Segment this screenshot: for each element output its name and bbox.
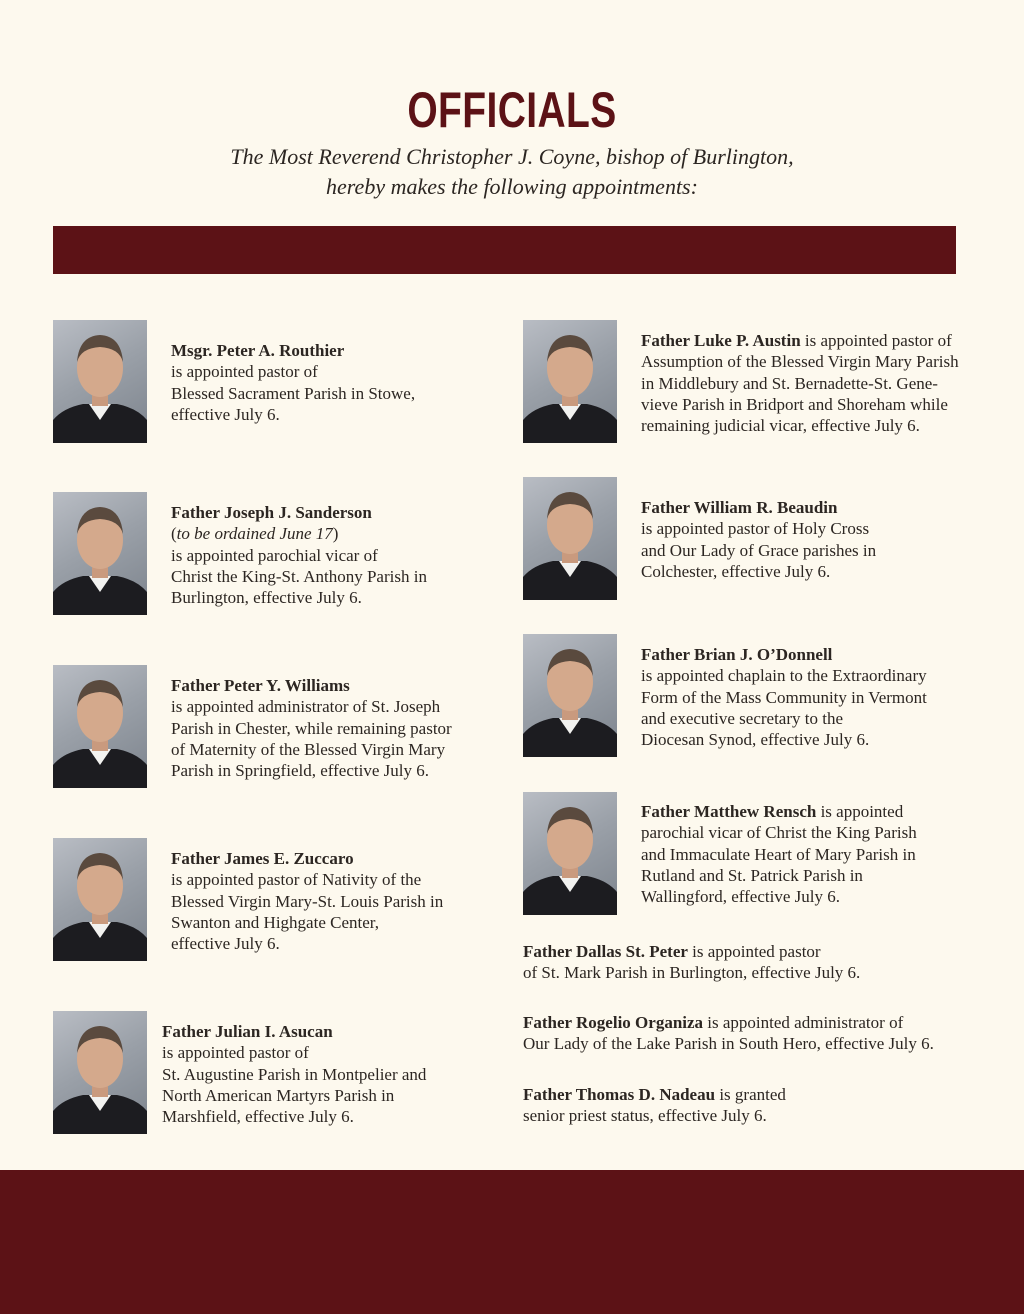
appointment-entry xyxy=(171,340,415,425)
appointment-line: Our Lady of the Lake Parish in South Hero, effective July 6. xyxy=(523,1034,934,1054)
appointment-line: remaining judicial vicar, effective July 6. xyxy=(641,416,920,436)
appointment-entry xyxy=(171,502,427,608)
appointment-line: is appointed parochial vicar of xyxy=(171,545,378,565)
appointment-entry xyxy=(523,1084,786,1127)
appointment-entry xyxy=(171,675,452,781)
portrait-odonnell xyxy=(523,634,617,757)
appointment-line: is appointed xyxy=(816,802,904,821)
appointment-line: is appointed pastor of xyxy=(171,362,318,382)
appointment-entry xyxy=(641,497,876,582)
appointment-line: is appointed pastor of xyxy=(800,331,952,350)
portrait-zuccaro xyxy=(53,838,147,961)
appointment-entry xyxy=(641,801,917,907)
footer-band xyxy=(0,1170,1024,1314)
appointment-line: North American Martyrs Parish in xyxy=(162,1085,395,1105)
appointment-entry xyxy=(641,330,959,436)
appointee-name: Father William R. Beaudin xyxy=(641,498,838,517)
appointment-line: Colchester, effective July 6. xyxy=(641,561,831,581)
page-title: OFFICIALS xyxy=(407,82,617,138)
appointment-line: Form of the Mass Community in Vermont xyxy=(641,687,927,707)
appointment-line: Christ the King-St. Anthony Parish in xyxy=(171,566,427,586)
appointment-entry xyxy=(523,1012,934,1055)
portrait-austin xyxy=(523,320,617,443)
portrait-routhier xyxy=(53,320,147,443)
appointment-line: and Our Lady of Grace parishes in xyxy=(641,540,877,560)
appointee-name: Msgr. Peter A. Routhier xyxy=(171,341,345,360)
appointment-line: of Maternity of the Blessed Virgin Mary xyxy=(171,739,446,759)
portrait-rensch xyxy=(523,792,617,915)
appointment-line: Wallingford, effective July 6. xyxy=(641,887,840,907)
appointment-entry xyxy=(171,848,443,954)
subtitle-line: hereby makes the following appointments: xyxy=(326,174,698,199)
appointee-name: Father Matthew Rensch xyxy=(641,802,817,821)
appointment-line: is appointed pastor xyxy=(687,942,821,961)
appointment-line: is appointed administrator of St. Joseph xyxy=(171,697,441,717)
appointment-line: Blessed Virgin Mary-St. Louis Parish in xyxy=(171,891,444,911)
appointee-name: Father Peter Y. Williams xyxy=(171,676,350,695)
appointee-name: Father Luke P. Austin xyxy=(641,331,801,350)
appointment-line: effective July 6. xyxy=(171,934,280,954)
appointment-line: and Immaculate Heart of Mary Parish in xyxy=(641,844,916,864)
appointment-line: Rutland and St. Patrick Parish in xyxy=(641,865,863,885)
appointment-line: St. Augustine Parish in Montpelier and xyxy=(162,1064,427,1084)
ordination-note: (to be ordained June 17) xyxy=(171,524,339,544)
appointment-line: is appointed pastor of Nativity of the xyxy=(171,870,422,890)
appointment-line: vieve Parish in Bridport and Shoreham while xyxy=(641,394,948,414)
header-band xyxy=(53,226,956,274)
appointment-line: Marshfield, effective July 6. xyxy=(162,1107,354,1127)
appointment-line: Burlington, effective July 6. xyxy=(171,588,362,608)
appointee-name: Father Dallas St. Peter xyxy=(523,942,688,961)
appointment-line: effective July 6. xyxy=(171,404,280,424)
appointment-line: Parish in Springfield, effective July 6. xyxy=(171,761,429,781)
appointee-name: Father Brian J. O’Donnell xyxy=(641,645,833,664)
appointment-line: is appointed pastor of Holy Cross xyxy=(641,519,870,539)
appointment-line: Swanton and Highgate Center, xyxy=(171,912,379,932)
appointee-name: Father Thomas D. Nadeau xyxy=(523,1085,716,1104)
appointment-line: is appointed administrator of xyxy=(703,1013,904,1032)
appointment-entry xyxy=(641,644,927,750)
appointment-line: of St. Mark Parish in Burlington, effective July 6. xyxy=(523,963,861,983)
appointment-line: senior priest status, effective July 6. xyxy=(523,1106,767,1126)
appointment-line: is appointed chaplain to the Extraordinary xyxy=(641,666,927,686)
appointment-line: parochial vicar of Christ the King Parish xyxy=(641,823,917,843)
portrait-asucan xyxy=(53,1011,147,1134)
appointment-line: Diocesan Synod, effective July 6. xyxy=(641,730,870,750)
appointee-name: Father Julian I. Asucan xyxy=(162,1022,333,1041)
appointee-name: Father James E. Zuccaro xyxy=(171,849,354,868)
appointment-line: and executive secretary to the xyxy=(641,708,844,728)
appointment-line: Parish in Chester, while remaining pastor xyxy=(171,718,452,738)
appointment-line: in Middlebury and St. Bernadette-St. Gene- xyxy=(641,373,938,393)
appointee-name: Father Rogelio Organiza xyxy=(523,1013,704,1032)
portrait-williams xyxy=(53,665,147,788)
appointment-line: Blessed Sacrament Parish in Stowe, xyxy=(171,383,416,403)
appointment-line: Assumption of the Blessed Virgin Mary Parish xyxy=(641,352,959,372)
appointment-line: is granted xyxy=(715,1085,786,1104)
appointment-line: is appointed pastor of xyxy=(162,1043,309,1063)
subtitle-line: The Most Reverend Christopher J. Coyne, bishop of Burlington, xyxy=(230,144,794,169)
appointment-entry xyxy=(523,941,860,984)
appointee-name: Father Joseph J. Sanderson xyxy=(171,503,372,522)
page-subtitle xyxy=(0,142,1024,202)
appointment-entry xyxy=(162,1021,426,1127)
portrait-beaudin xyxy=(523,477,617,600)
portrait-sanderson xyxy=(53,492,147,615)
